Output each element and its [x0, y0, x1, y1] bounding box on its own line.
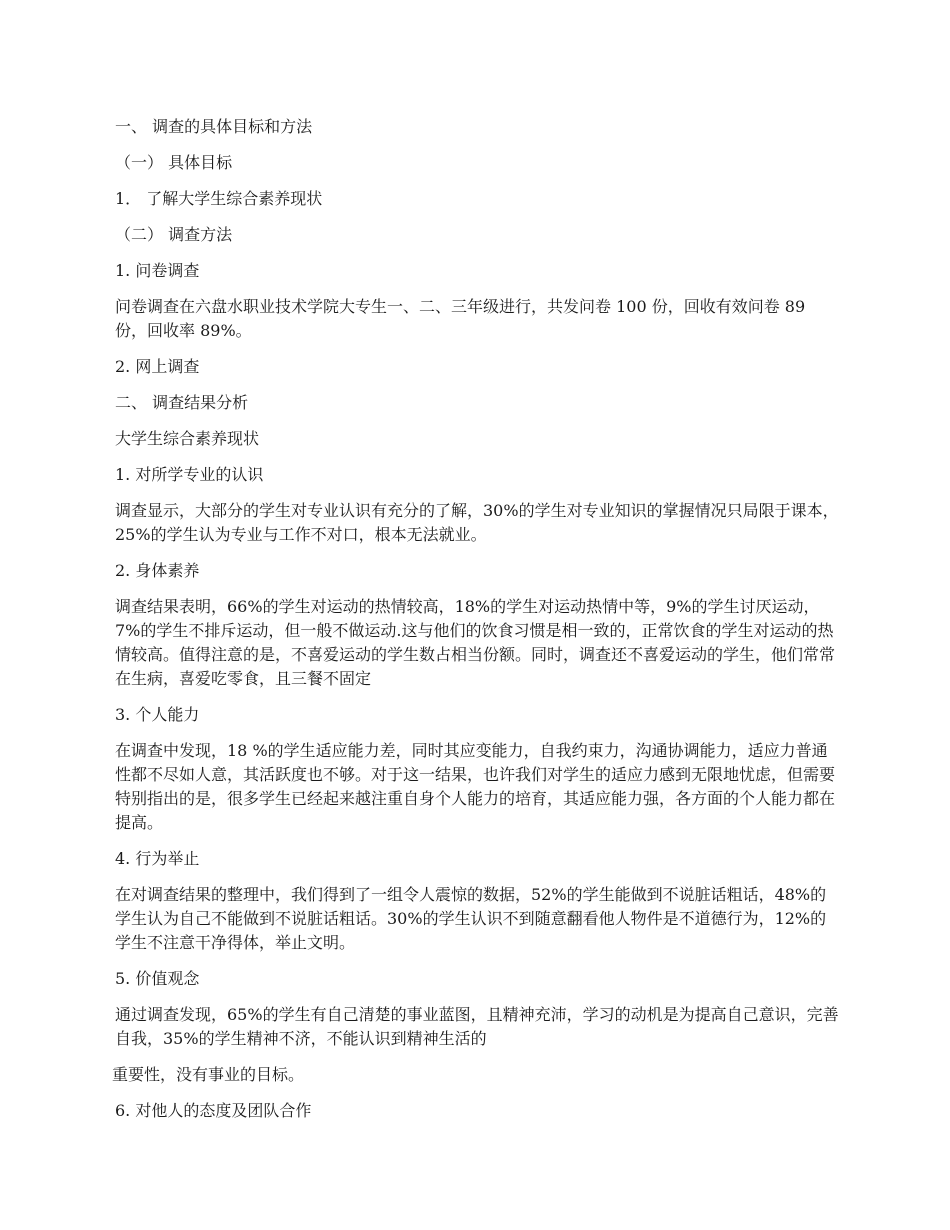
result-paragraph-4: 在对调查结果的整理中，我们得到了一组令人震惊的数据，52%的学生能做到不说脏话粗话，48%的学生认为自己不能做到不说脏话粗话。30%的学生认识不到随意翻看他人物件是不道德行为，12%的学生不注意干净得体，举止文明。 [115, 885, 827, 952]
method-heading-survey: 1. 问卷调查 [115, 261, 200, 280]
result-paragraph-2: 调查结果表明，66%的学生对运动的热情较高，18%的学生对运动热情中等，9%的学生讨厌运动，7%的学生不排斥运动，但一般不做运动.这与他们的饮食习惯是相一致的，正常饮食的学生对运动的热情较高。值得注意的是，不喜爱运动的学生数占相当份额。同时，调查还不喜爱运动的学生，他们常常在生病，喜爱吃零食，且三餐不固定 [115, 597, 836, 688]
result-paragraph-3: 在调查中发现，18 %的学生适应能力差，同时其应变能力，自我约束力，沟通协调能力，适应力普通性都不尽如人意，其活跃度也不够。对于这一结果，也许我们对学生的适应力感到无限地忧虑，但需要特别指出的是，很多学生已经起来越注重自身个人能力的培育，其适应能力强，各方面的个人能力都在提高。 [115, 741, 836, 832]
method-heading-online: 2. 网上调查 [115, 357, 200, 376]
section-heading-1: 一、 调查的具体目标和方法 [115, 117, 313, 136]
goal-item-1: 1． 了解大学生综合素养现状 [115, 189, 323, 208]
result-paragraph-5-continued: 重要性，没有事业的目标。 [112, 1065, 305, 1084]
subsection-heading-methods: （二） 调查方法 [115, 225, 233, 244]
result-paragraph-5: 通过调查发现，65%的学生有自己清楚的事业蓝图，且精神充沛，学习的动机是为提高自己意识，完善自我，35%的学生精神不济，不能认识到精神生活的 [115, 1005, 839, 1048]
result-heading-2: 2. 身体素养 [115, 561, 200, 580]
method-paragraph-survey: 问卷调查在六盘水职业技术学院大专生一、二、三年级进行，共发问卷 100 份，回收有效问卷 89 份，回收率 89%。 [115, 297, 806, 340]
subsection-heading-goals: （一） 具体目标 [115, 153, 233, 172]
status-heading: 大学生综合素养现状 [115, 429, 260, 448]
section-heading-2: 二、 调查结果分析 [115, 393, 249, 412]
result-heading-3: 3. 个人能力 [115, 705, 200, 724]
result-heading-4: 4. 行为举止 [115, 849, 200, 868]
result-heading-5: 5. 价值观念 [115, 969, 200, 988]
result-heading-1: 1. 对所学专业的认识 [115, 465, 264, 484]
result-paragraph-1: 调查显示，大部分的学生对专业认识有充分的了解，30%的学生对专业知识的掌握情况只局限于课本，25%的学生认为专业与工作不对口，根本无法就业。 [115, 501, 839, 544]
result-heading-6: 6. 对他人的态度及团队合作 [115, 1101, 312, 1120]
